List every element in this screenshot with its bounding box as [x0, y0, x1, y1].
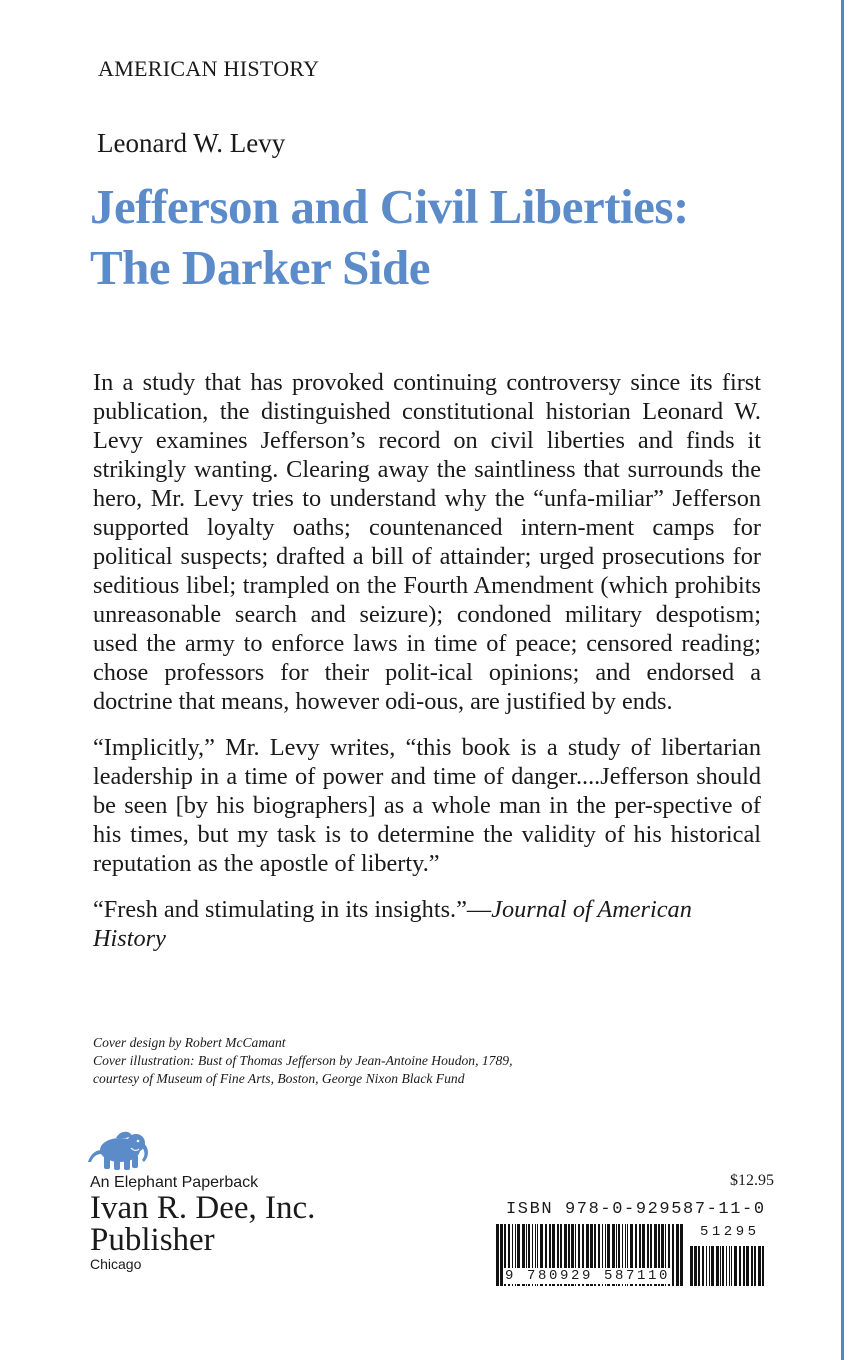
- barcode-bar: [702, 1246, 704, 1286]
- barcode-digits: 9 780929 587110: [505, 1268, 671, 1284]
- credit-courtesy: courtesy of Museum of Fine Arts, Boston, George Nixon Black Fund: [93, 1071, 465, 1086]
- barcode-bar: [729, 1246, 730, 1286]
- quote-text: “Fresh and stimulating in its insights.”—: [93, 896, 492, 923]
- credit-design: Cover design by Robert McCamant: [93, 1035, 286, 1050]
- barcode-bar: [746, 1246, 749, 1286]
- barcode-bar: [726, 1246, 727, 1286]
- isbn-label: ISBN 978-0-929587-11-0: [506, 1200, 766, 1219]
- barcode-bar: [690, 1246, 693, 1286]
- barcode-bar: [743, 1246, 745, 1286]
- review-quote: [93, 895, 761, 953]
- cover-credits: [93, 1034, 713, 1088]
- barcode-bar: [716, 1246, 719, 1286]
- barcode-bar: [711, 1246, 714, 1286]
- barcode-bar: [720, 1246, 721, 1286]
- credit-illustration: Cover illustration: Bust of Thomas Jefferson by Jean-Antoine Houdon, 1789,: [93, 1053, 513, 1068]
- book-title: [90, 176, 790, 298]
- blurb-paragraph-2: “Implicitly,” Mr. Levy writes, “this book is a study of libertarian leadership in a time of power and time of danger....Jefferson should be seen [by his biographers] as a whole man in the per-spective of his times, but my task is to determine the validity of his historical reputation as the apostle of liberty.”: [93, 734, 761, 877]
- barcode-bar: [758, 1246, 761, 1286]
- barcode-bar: [739, 1246, 741, 1286]
- barcode-bar: [731, 1246, 732, 1286]
- title-line-1: Jefferson and Civil Liberties:: [90, 179, 689, 234]
- barcode-bar: [676, 1224, 679, 1286]
- barcode-bar: [734, 1246, 737, 1286]
- barcode-bar: [762, 1246, 764, 1286]
- barcode-bar: [496, 1224, 499, 1286]
- blurb: [93, 368, 761, 970]
- publisher-imprint: [90, 1174, 315, 1272]
- publisher-city: Chicago: [90, 1256, 142, 1272]
- barcode-bar: [722, 1246, 724, 1286]
- quote-source: Journal of American History: [93, 896, 692, 952]
- elephant-icon: [86, 1128, 152, 1177]
- publisher-label: Publisher: [90, 1222, 215, 1258]
- barcode-bar: [706, 1246, 707, 1286]
- barcode-bar: [672, 1224, 674, 1286]
- price-code: 51295: [700, 1224, 760, 1240]
- barcode-bar: [754, 1246, 756, 1286]
- blurb-paragraph-1: In a study that has provoked continuing controversy since its first publication, the distinguished constitutional historian Leonard W. Levy examines Jefferson’s record on civil liberties and finds it strikingly wanting. Clearing away the saintliness that surrounds the hero, Mr. Levy tries to understand why the “unfa-miliar” Jefferson supported loyalty oaths; countenanced intern-ment camps for political suspects; drafted a bill of attainder; urged prosecutions for seditious libel; trampled on the Fourth Amendment (which prohibits unreasonable search and seizure); condoned military despotism; used the army to enforce laws in time of peace; censored reading; chose professors for their polit-ical opinions; and endorsed a doctrine that means, however odi-ous, are justified by ends.: [93, 369, 761, 715]
- barcode-bar: [751, 1246, 753, 1286]
- price-addon-barcode: [688, 1246, 768, 1286]
- series-name: An Elephant Paperback: [90, 1174, 259, 1191]
- spine-edge: [841, 0, 844, 1360]
- barcode-bar: [694, 1246, 697, 1286]
- price: $12.95: [730, 1172, 774, 1189]
- author-name: Leonard W. Levy: [97, 128, 286, 158]
- title-line-2: The Darker Side: [90, 240, 431, 295]
- barcode-bar: [698, 1246, 700, 1286]
- barcode-bar: [709, 1246, 710, 1286]
- publisher-name: Ivan R. Dee, Inc.: [90, 1190, 316, 1226]
- barcode-bar: [680, 1224, 683, 1286]
- category-label: AMERICAN HISTORY: [98, 56, 320, 81]
